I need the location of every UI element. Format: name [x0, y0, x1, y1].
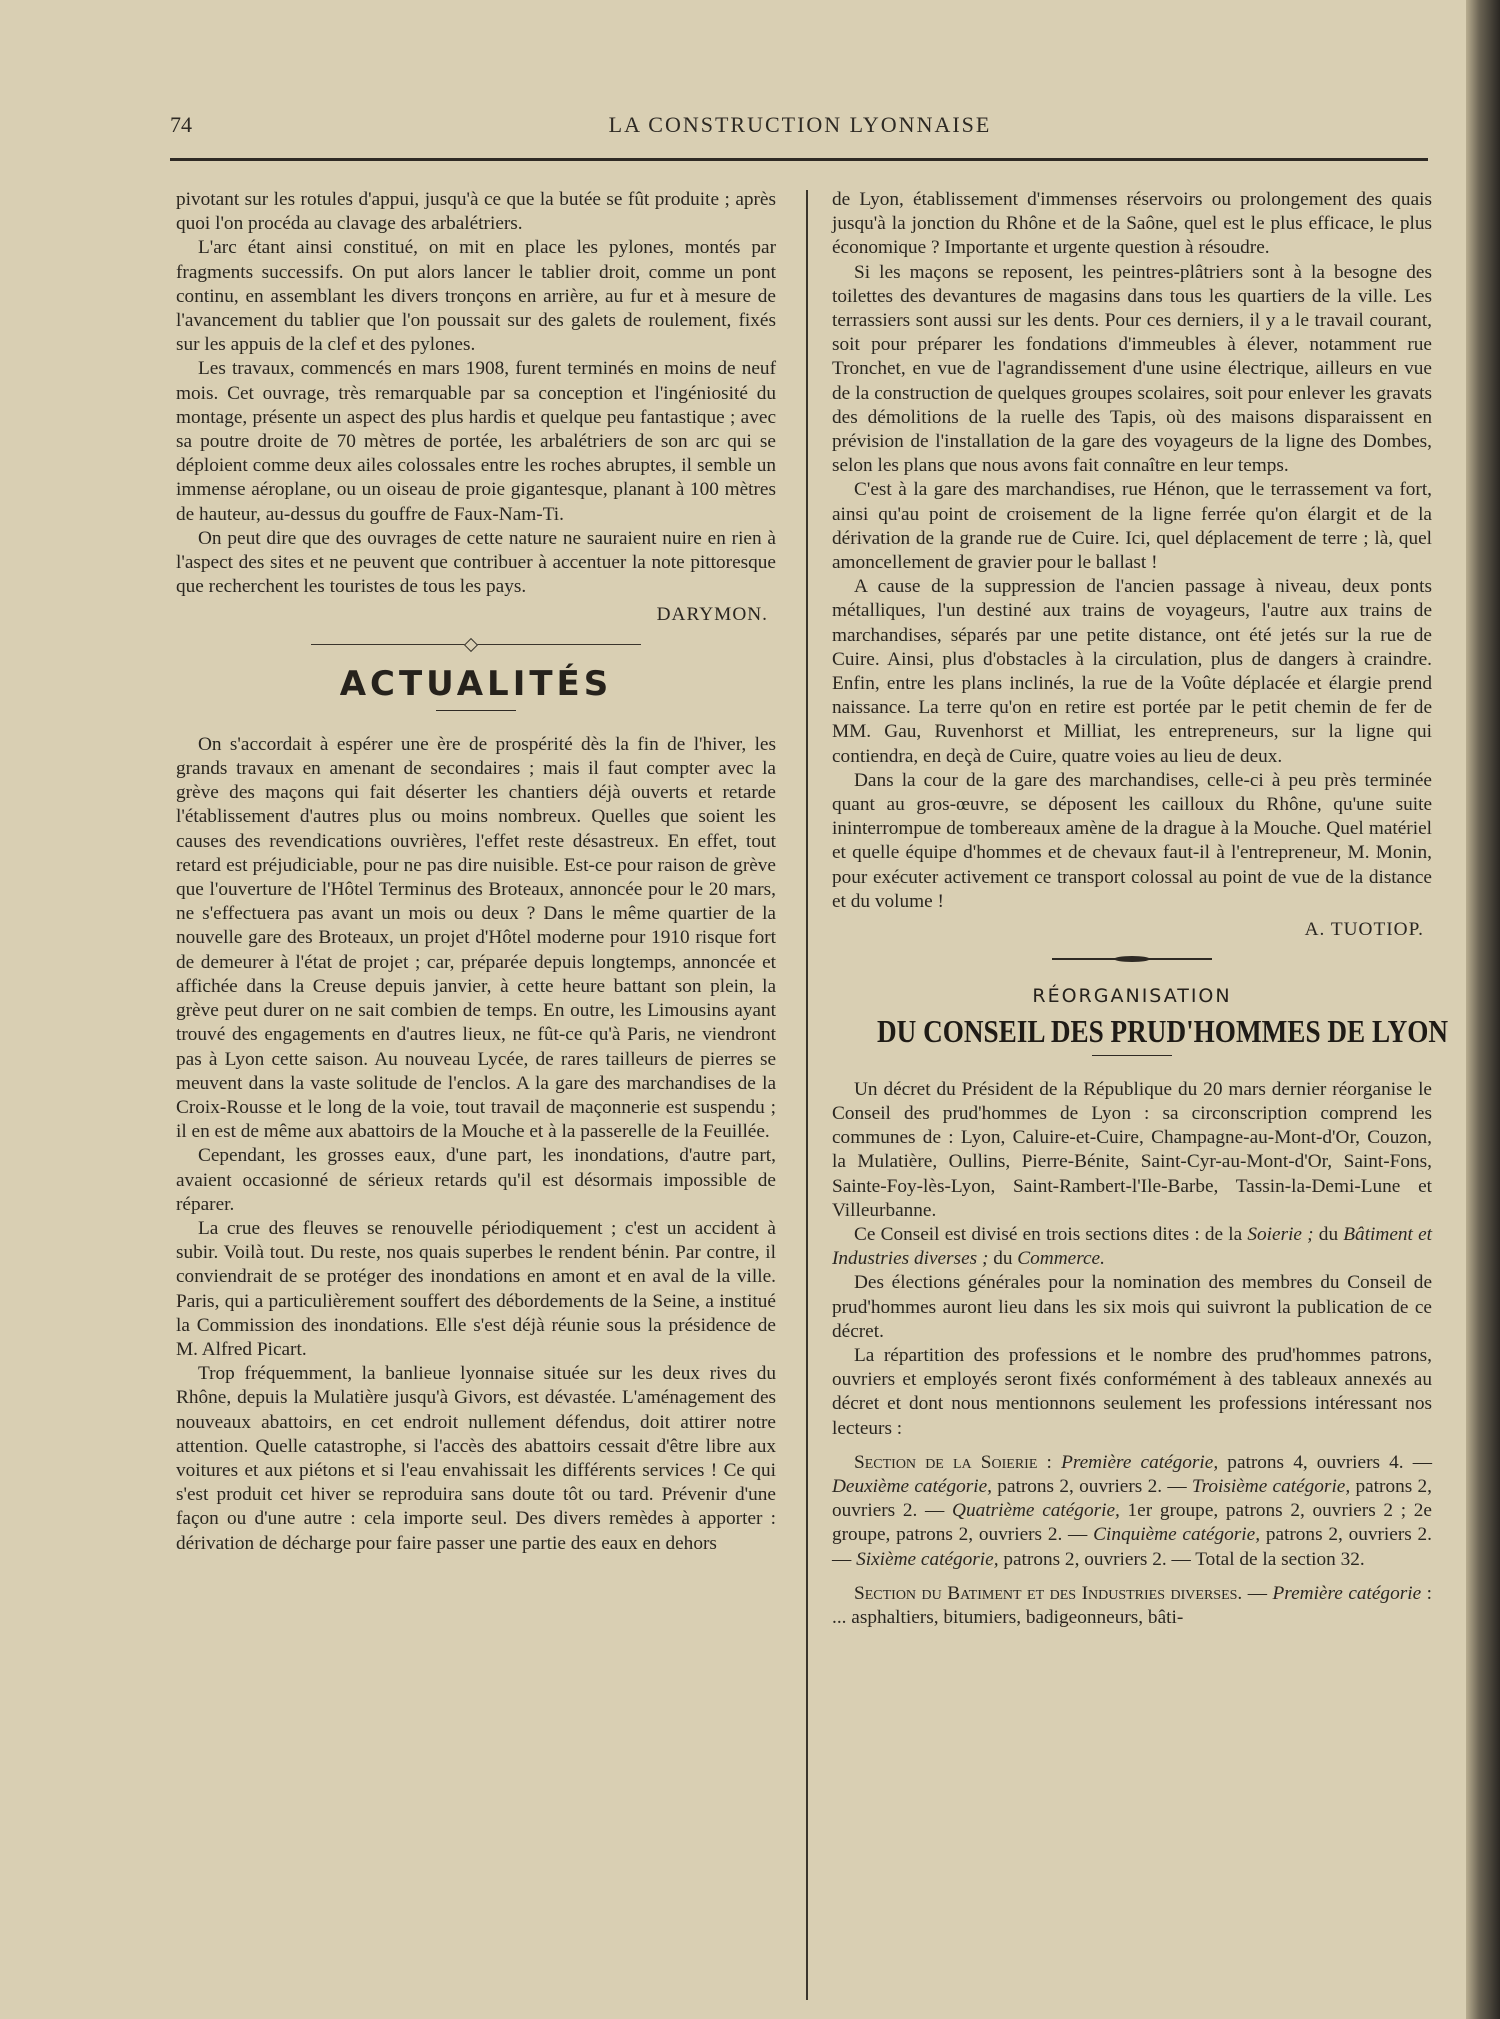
- right-column: [832, 188, 1449, 1630]
- paragraph: Trop fréquemment, la banlieue lyonnaise située sur les deux rives du Rhône, depuis la Mulatière jusqu'à Givors, est dévastée. L'aménagement des nouveaux abattoirs, en cet endroit nullement défendus, doit attirer notre attention. Quelle catastrophe, si l'accès des abattoirs cessait d'être libre aux voitures et aux piétons et si l'eau envahissait les différents services ! Ce qui s'est produit cet hiver se reproduira sans doute tôt ou tard. Prévenir d'une façon ou d'une autre : cela importe seul. Des divers remèdes à apporter : dérivation de décharge pour faire passer une partie des eaux en dehors: [176, 1363, 776, 1554]
- paragraph: Si les maçons se reposent, les peintres-plâtriers sont à la besogne des toilettes des devantures de magasins dans tous les quartiers de la ville. Les terrassiers sont aussi sur les dents. Pour ces derniers, il y a le travail courant, soit pour préparer les fondations d'immeubles à élever, notamment rue Tronchet, en vue de l'agrandissement d'une usine électrique, ailleurs en vue de la construction de quelques groupes scolaires, soit pour enlever les gravats des démolitions de la ruelle des Tapis, où des maisons disparaissent en prévision de l'installation de la gare des voyageurs de la ligne des Dombes, selon les plans que nous avons fait connaître en leur temps.: [832, 261, 1432, 477]
- article-kicker: RÉORGANISATION: [1032, 985, 1232, 1008]
- category-label: Première catégorie,: [1061, 1451, 1219, 1473]
- category-label: Quatrième catégorie,: [952, 1500, 1120, 1522]
- section-label: Section du Batiment et des Industries diverses.: [854, 1582, 1243, 1604]
- page-header: [170, 112, 1430, 152]
- title-rule: [1092, 1055, 1172, 1056]
- section-soierie-list: [832, 1451, 1432, 1572]
- category-label: Troisième catégorie,: [1191, 1475, 1351, 1497]
- ornament-separator: [832, 942, 1432, 976]
- paragraph: La répartition des professions et le nombre des prud'hommes patrons, ouvriers et employés seront fixés conformément à des tableaux annexés au décret et dont nous mentionnons seulement les professions intéressant nos lecteurs :: [832, 1344, 1432, 1439]
- spacer: [832, 1441, 1432, 1451]
- paragraph: On peut dire que des ouvrages de cette nature ne sauraient nuire en rien à l'aspect des sites et ne peuvent que contribuer à accentuer la note pittoresque que recherchent les touristes de tous les pays.: [176, 527, 776, 598]
- category-label: Cinquième catégorie,: [1093, 1524, 1261, 1546]
- text-run: —: [1242, 1582, 1273, 1604]
- section-name-batiment: Bâtiment et Industries diverses ;: [832, 1223, 1432, 1270]
- paragraph: [832, 1223, 1432, 1271]
- paragraph: Cependant, les grosses eaux, d'une part, les inondations, d'autre part, avaient occasionné de sérieux retards qu'il est désormais impossible de réparer.: [176, 1145, 776, 1215]
- diamond-ornament-icon: [464, 638, 478, 652]
- text-run: du: [1313, 1223, 1344, 1245]
- category-label: Deuxième catégorie,: [832, 1475, 993, 1497]
- paragraph: On s'accordait à espérer une ère de prospérité dès la fin de l'hiver, les grands travaux en amenant de secondaires ; mais il faut compter avec la grève des maçons qui fait déserter les chantiers déjà ouverts et retarde l'établissement d'autres plus ou moins nombreux. Quelles que soient les causes des revendications ouvrières, l'effet reste désastreux. En effet, tout retard est préjudiciable, pour ne pas dire nuisible. Est-ce pour raison de grève que l'ouverture de l'Hôtel Terminus des Broteaux, annoncée pour le 20 mars, ne s'effectuera pas avant un mois ou deux ? Dans le même quartier de la nouvelle gare des Broteaux, un projet d'Hôtel moderne pour 1910 risque fort de demeurer à l'état de projet ; car, préparée depuis longtemps, annoncée et affichée dans la Creuse depuis janvier, à cette heure battant son plein, la grève peut durer on ne sait combien de temps. En outre, les Limousins ayant trouvé des engagements en d'autres lieux, ne fût-ce qu'à Paris, ne viendront pas à Lyon cette saison. Au nouveau Lycée, de rares tailleurs de pierres se meuvent dans la vaste solitude de l'enclos. A la gare des marchandises de la Croix-Rousse et le long de la voie, tout travail de maçonnerie est suspendu ; il en est de même aux abattoirs de la Mouche et à la passerelle de la Feuillée.: [176, 733, 776, 1143]
- ornament-icon: [1114, 956, 1150, 962]
- section-heading-actualites: ACTUALITÉS: [339, 663, 613, 704]
- heading-rule: [436, 710, 516, 711]
- book-edge: [1466, 0, 1500, 2019]
- paragraph: Les travaux, commencés en mars 1908, furent terminés en moins de neuf mois. Cet ouvrage, très remarquable par sa conception et l'ingéniosité du montage, présente un aspect des plus hardis et quelque peu fantastique ; avec sa poutre droite de 70 mètres de portée, les arbalétriers de son arc qui se déploient comme deux ailes colossales entre les roches abruptes, il semble un immense aéroplane, ou un oiseau de proie gigantesque, planant à 100 mètres de hauteur, au-dessus du gouffre de Faux-Nam-Ti.: [176, 358, 776, 525]
- paragraph: C'est à la gare des marchandises, rue Hénon, que le terrassement va fort, ainsi qu'au point de croisement de la ligne ferrée qu'on élargit et de la dérivation de la grande rue de Cuire. Ici, quel déplacement de terre ; là, quel amoncellement de gravier pour le ballast !: [832, 479, 1432, 574]
- text-run: 1er groupe, patrons 2, ouvriers 2 ; 2e groupe, patrons 2, ouvriers 2. —: [832, 1500, 1432, 1546]
- column-divider: [806, 190, 808, 2000]
- signature-tuotiop: A. TUOTIOP.: [1304, 919, 1424, 941]
- signature-darymon: DARYMON.: [656, 604, 768, 626]
- section-name-commerce: Commerce.: [1017, 1248, 1105, 1270]
- paragraph: pivotant sur les rotules d'appui, jusqu'à ce que la butée se fût produite ; après quoi l'on procéda au clavage des arbalétriers.: [176, 189, 776, 235]
- paragraph: Un décret du Président de la République du 20 mars dernier réorganise le Conseil des prud'hommes de Lyon : sa circonscription comprend les communes de : Lyon, Caluire-et-Cuire, Champagne-au-Mont-d'Or, Couzon, la Mulatière, Oullins, Pierre-Bénite, Saint-Cyr-au-Mont-d'Or, Saint-Fons, Sainte-Foy-lès-Lyon, Saint-Rambert-l'Ile-Barbe, Tassin-la-Demi-Lune et Villeurbanne.: [832, 1078, 1432, 1221]
- left-column: [176, 188, 776, 1556]
- text-run: patrons 2, ouvriers 2. —: [832, 1475, 1432, 1522]
- text-run: : ... asphaltiers, bitumiers, badigeonneurs, bâti-: [832, 1582, 1432, 1628]
- running-title: LA CONSTRUCTION LYONNAISE: [608, 112, 992, 137]
- category-label: Première catégorie: [1272, 1582, 1422, 1604]
- article-title: DU CONSEIL DES PRUD'HOMMES DE LYON: [877, 1012, 1449, 1049]
- paragraph: Dans la cour de la gare des marchandises, celle-ci à peu près terminée quant au gros-œuvre, se déposent les cailloux du Rhône, qu'une suite ininterrompue de tombereaux amène de la drague à la Mouche. Quel matériel et quelle équipe d'hommes et de chevaux faut-il à l'entrepreneur, M. Monin, pour exécuter activement ce transport colossal au point de vue de la distance et du volume !: [832, 769, 1432, 912]
- header-rule: [170, 158, 1428, 161]
- paragraph: A cause de la suppression de l'ancien passage à niveau, deux ponts métalliques, l'un destiné aux trains de voyageurs, l'autre aux trains de marchandises, séparés par une petite distance, ont été jetés sur la rue de Cuire. Ainsi, plus d'obstacles à la circulation, plus de dangers à craindre. Enfin, entre les plans inclinés, la rue de la Voûte déplacée et élargie prend naissance. La terre qu'on en retire est portée par le petit chemin de fer de MM. Gau, Ruvenhorst et Milliat, les entrepreneurs, sur la ligne qui contiendra, en deçà de Cuire, quatre voies au lieu de deux.: [832, 576, 1432, 767]
- text-run: patrons 2, ouvriers 2. —: [832, 1524, 1432, 1570]
- section-label: Section de la Soierie :: [854, 1451, 1052, 1473]
- section-name-soierie: Soierie ;: [1247, 1223, 1314, 1245]
- spacer: [832, 1572, 1432, 1582]
- text-run: Ce Conseil est divisé en trois sections dites : de la: [854, 1223, 1248, 1245]
- paragraph: L'arc étant ainsi constitué, on mit en place les pylones, montés par fragments successifs. On put alors lancer le tablier droit, comme un pont continu, en assemblant les divers tronçons en arrière, au fur et à mesure de l'avancement du tablier que l'on poussait sur des galets de roulement, fixés sur les appuis de la clef et des pylones.: [176, 237, 776, 356]
- paragraph: de Lyon, établissement d'immenses réservoirs ou prolongement des quais jusqu'à la jonction du Rhône et de la Saône, quel est le plus efficace, le plus économique ? Importante et urgente question à résoudre.: [832, 189, 1432, 259]
- separator-bar: [1052, 958, 1212, 960]
- text-run: patrons 2, ouvriers 2. —: [992, 1475, 1192, 1497]
- separator-line: [311, 644, 641, 645]
- paragraph: Des élections générales pour la nomination des membres du Conseil de prud'hommes auront lieu dans les six mois qui suivront la publication de ce décret.: [832, 1272, 1432, 1342]
- category-label: Sixième catégorie,: [856, 1548, 999, 1570]
- page-number: 74: [170, 112, 192, 137]
- text-run: du: [988, 1248, 1018, 1270]
- paragraph: La crue des fleuves se renouvelle périodiquement ; c'est un accident à subir. Voilà tout. Du reste, nos quais superbes le rendent bénin. Par contre, il conviendrait de se protéger des inondations en amont et en aval de la ville. Paris, qui a particulièrement souffert des débordements de la Seine, a institué la Commission des inondations. Elle s'est déjà réunie sous la présidence de M. Alfred Picart.: [176, 1217, 776, 1360]
- text-run: patrons 4, ouvriers 4. —: [1218, 1451, 1433, 1473]
- text-run: patrons 2, ouvriers 2. — Total de la section 32.: [998, 1548, 1365, 1570]
- section-batiment-list: [832, 1582, 1432, 1630]
- ornament-separator: [176, 628, 776, 662]
